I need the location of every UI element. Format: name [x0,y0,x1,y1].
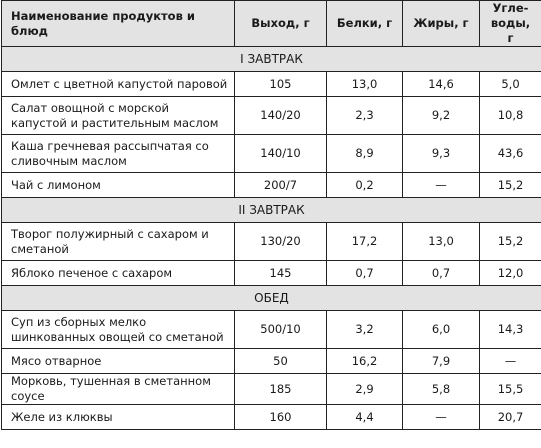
table-row [2,223,541,261]
dish-carbs: — [480,349,541,374]
dish-carbs: 15,2 [480,223,541,261]
dish-protein: 8,9 [327,135,403,173]
dish-fat: 0,7 [403,261,480,286]
dish-yield: 50 [235,349,327,374]
dish-yield: 140/20 [235,97,327,135]
table-row [2,374,541,405]
dish-fat: — [403,173,480,198]
dish-protein: 2,9 [327,374,403,405]
dish-protein: 0,7 [327,261,403,286]
dish-name: Мясо отварное [2,349,235,374]
dish-fat: 6,0 [403,311,480,349]
dish-carbs: 15,2 [480,173,541,198]
section-title: I ЗАВТРАК [2,47,541,72]
dish-fat: 13,0 [403,223,480,261]
dish-protein: 4,4 [327,405,403,430]
dish-fat: 9,2 [403,97,480,135]
dish-carbs: 15,5 [480,374,541,405]
dish-name: Морковь, тушенная в сметанном соусе [2,374,235,405]
dish-name: Желе из клюквы [2,405,235,430]
dish-protein: 13,0 [327,72,403,97]
table-row [2,349,541,374]
table-row [2,311,541,349]
dish-yield: 500/10 [235,311,327,349]
dish-name: Салат овощной с морской капустой и растительным маслом [2,97,235,135]
dish-fat: 5,8 [403,374,480,405]
header-name: Наименование продуктов и блюд [2,1,235,47]
dish-yield: 105 [235,72,327,97]
dish-carbs: 14,3 [480,311,541,349]
dish-protein: 2,3 [327,97,403,135]
dish-yield: 130/20 [235,223,327,261]
section-row-breakfast-1 [2,47,541,72]
section-title: ОБЕД [2,286,541,311]
dish-protein: 17,2 [327,223,403,261]
dish-name: Творог полужирный с сахаром и сметаной [2,223,235,261]
dish-yield: 185 [235,374,327,405]
header-fat: Жиры, г [403,1,480,47]
dish-yield: 140/10 [235,135,327,173]
dish-carbs: 5,0 [480,72,541,97]
header-protein: Белки, г [327,1,403,47]
dish-name: Омлет с цветной капустой паровой [2,72,235,97]
dish-carbs: 20,7 [480,405,541,430]
table-header-row [2,1,541,47]
table-row [2,72,541,97]
dish-protein: 3,2 [327,311,403,349]
dish-name: Суп из сборных мелко шинкованных овощей со сметаной [2,311,235,349]
section-title: II ЗАВТРАК [2,198,541,223]
dish-yield: 160 [235,405,327,430]
dish-name: Каша гречневая рассыпчатая со сливочным маслом [2,135,235,173]
dish-name: Яблоко печеное с сахаром [2,261,235,286]
table-row [2,261,541,286]
dish-fat: 9,3 [403,135,480,173]
header-yield: Выход, г [235,1,327,47]
dish-fat: — [403,405,480,430]
dish-fat: 7,9 [403,349,480,374]
table-row [2,97,541,135]
dish-carbs: 12,0 [480,261,541,286]
dish-protein: 16,2 [327,349,403,374]
dish-name: Чай с лимоном [2,173,235,198]
section-row-breakfast-2 [2,198,541,223]
dish-protein: 0,2 [327,173,403,198]
dish-carbs: 43,6 [480,135,541,173]
table-row [2,173,541,198]
section-row-lunch [2,286,541,311]
nutrition-table [1,0,541,430]
dish-carbs: 10,8 [480,97,541,135]
table-row [2,135,541,173]
dish-fat: 14,6 [403,72,480,97]
dish-yield: 200/7 [235,173,327,198]
table-row [2,405,541,430]
header-carbs: Угле-воды, г [480,1,541,47]
dish-yield: 145 [235,261,327,286]
